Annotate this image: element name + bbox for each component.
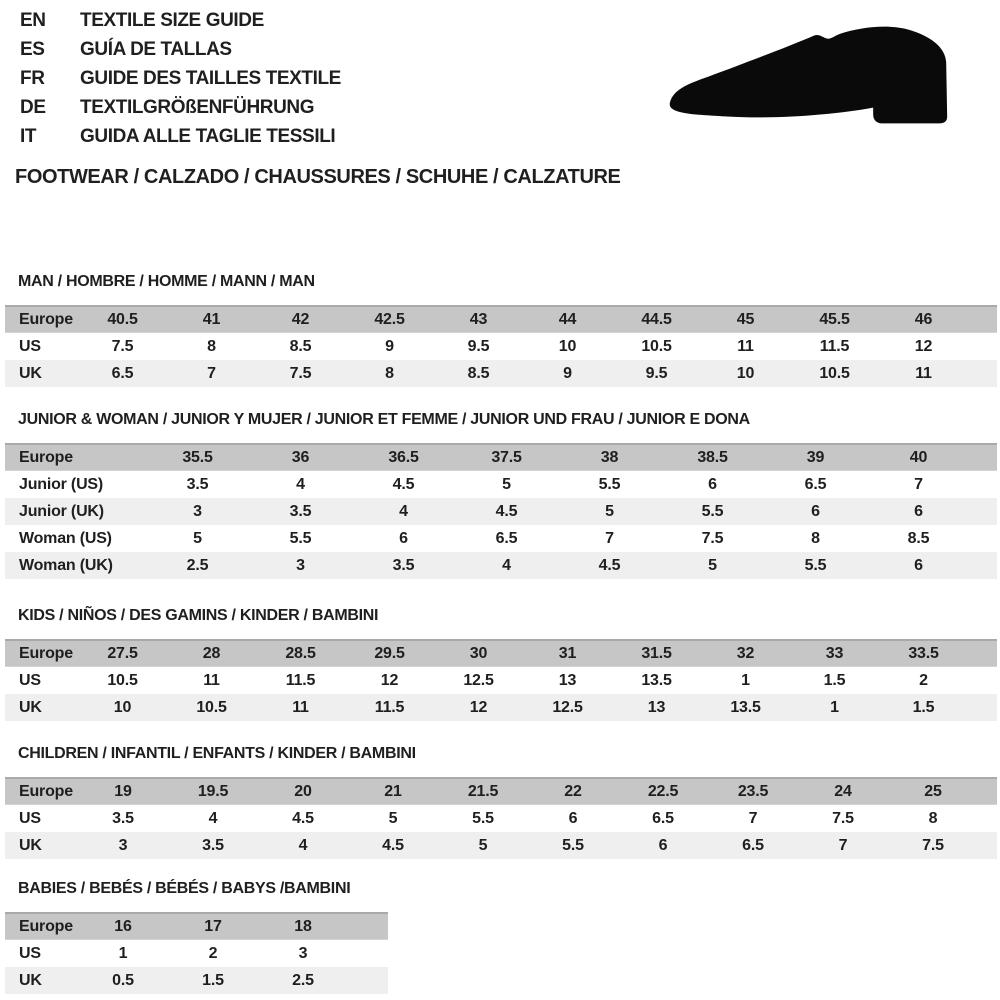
filler-cell — [978, 832, 997, 859]
size-value: 5 — [438, 832, 528, 859]
row-label: UK — [5, 967, 78, 994]
size-value: 35.5 — [146, 444, 249, 471]
size-value: 5 — [661, 552, 764, 579]
row-label: US — [19, 944, 41, 962]
size-value: 6.5 — [495, 529, 518, 547]
size-value: 8 — [811, 529, 820, 547]
language-code: ES — [20, 38, 45, 60]
size-value: 44 — [523, 306, 612, 333]
size-value: 2.5 — [258, 967, 348, 994]
size-value: 7.5 — [701, 529, 724, 547]
size-value: 40.5 — [78, 306, 167, 333]
table-row — [5, 471, 997, 499]
table-header-row — [5, 913, 388, 940]
row-label: Woman (US) — [19, 529, 112, 547]
size-value: 13 — [612, 694, 701, 721]
row-label: US — [19, 671, 41, 689]
row-label: US — [19, 337, 41, 355]
filler-cell — [348, 967, 388, 994]
size-value: 29.5 — [345, 640, 434, 667]
size-table-junior-woman — [5, 443, 997, 579]
size-value: 32 — [701, 640, 790, 667]
size-value: 19.5 — [168, 778, 258, 805]
row-label: UK — [5, 694, 78, 721]
filler-cell — [968, 360, 997, 387]
row-label: Europe — [5, 306, 78, 333]
size-value: 4.5 — [455, 498, 558, 525]
size-value: 44.5 — [612, 306, 701, 333]
size-value: 3.5 — [186, 475, 209, 493]
size-value: 28.5 — [256, 640, 345, 667]
size-value: 10.5 — [641, 337, 672, 355]
size-value: 3 — [146, 498, 249, 525]
size-value: 7.5 — [256, 360, 345, 387]
size-value: 10 — [78, 694, 167, 721]
language-row — [20, 122, 341, 151]
size-value: 3 — [249, 552, 352, 579]
size-value: 3.5 — [352, 552, 455, 579]
size-value: 8 — [207, 337, 216, 355]
size-value: 3.5 — [112, 809, 134, 827]
size-value: 11.5 — [819, 337, 850, 355]
language-code: EN — [20, 9, 46, 31]
section-title-junior-woman: JUNIOR & WOMAN / JUNIOR Y MUJER / JUNIOR ET FEMME / JUNIOR UND FRAU / JUNIOR E DONA — [18, 411, 750, 428]
size-value: 13 — [558, 671, 577, 689]
size-value: 2.5 — [146, 552, 249, 579]
category-heading: FOOTWEAR / CALZADO / CHAUSSURES / SCHUHE / CALZATURE — [15, 166, 621, 188]
size-value: 8.5 — [907, 529, 930, 547]
size-value: 21 — [348, 778, 438, 805]
table-header-row — [5, 444, 997, 471]
size-value: 13.5 — [641, 671, 672, 689]
table-row — [5, 333, 997, 361]
size-value: 9.5 — [467, 337, 490, 355]
row-label: US — [19, 809, 41, 827]
size-value: 5.5 — [661, 498, 764, 525]
language-title: GUIDA ALLE TAGLIE TESSILI — [80, 125, 336, 147]
size-value: 16 — [78, 913, 168, 940]
size-value: 5.5 — [472, 809, 494, 827]
row-label: Woman (UK) — [5, 552, 146, 579]
filler-cell — [968, 640, 997, 667]
language-row — [20, 64, 341, 93]
size-value: 5.5 — [289, 529, 312, 547]
size-value: 10.5 — [107, 671, 138, 689]
row-label: UK — [5, 360, 78, 387]
filler-cell — [970, 444, 997, 471]
size-value: 7 — [605, 529, 614, 547]
size-value: 6.5 — [708, 832, 798, 859]
size-value: 11 — [256, 694, 345, 721]
size-value: 8 — [928, 809, 938, 827]
size-value: 10 — [701, 360, 790, 387]
size-value: 33.5 — [879, 640, 968, 667]
size-value: 6.5 — [804, 475, 827, 493]
size-table-man — [5, 305, 997, 387]
size-value: 3 — [298, 944, 308, 962]
filler-cell — [968, 306, 997, 333]
table-row — [5, 967, 388, 994]
row-label: Junior (UK) — [5, 498, 146, 525]
section-man — [5, 272, 997, 387]
section-babies — [5, 879, 997, 994]
size-value: 8 — [345, 360, 434, 387]
size-value: 1.5 — [168, 967, 258, 994]
size-value: 22.5 — [618, 778, 708, 805]
size-value: 25 — [888, 778, 978, 805]
section-title-babies: BABIES / BEBÉS / BÉBÉS / BABYS /BAMBINI — [18, 880, 351, 897]
table-row — [5, 552, 997, 579]
size-value: 12 — [434, 694, 523, 721]
size-value: 4 — [455, 552, 558, 579]
size-value: 12 — [380, 671, 399, 689]
size-table-babies — [5, 912, 388, 994]
size-value: 4 — [208, 809, 218, 827]
size-value: 4.5 — [392, 475, 415, 493]
filler-cell — [978, 805, 997, 833]
filler-cell — [970, 525, 997, 552]
row-label: Europe — [5, 778, 78, 805]
size-value: 7.5 — [888, 832, 978, 859]
row-label: Junior (US) — [19, 475, 104, 493]
size-value: 9 — [385, 337, 394, 355]
size-value: 27.5 — [78, 640, 167, 667]
table-header-row — [5, 640, 997, 667]
row-label: Europe — [5, 913, 78, 940]
row-label: UK — [5, 832, 78, 859]
size-value: 2 — [208, 944, 218, 962]
table-row — [5, 667, 997, 695]
size-value: 5.5 — [598, 475, 621, 493]
size-value: 7.5 — [832, 809, 854, 827]
size-value: 28 — [167, 640, 256, 667]
section-title-man: MAN / HOMBRE / HOMME / MANN / MAN — [18, 273, 315, 290]
language-title: GUÍA DE TALLAS — [80, 38, 232, 60]
size-value: 6 — [618, 832, 708, 859]
size-value: 5.5 — [528, 832, 618, 859]
table-row — [5, 498, 997, 525]
size-table-children — [5, 777, 997, 859]
size-value: 10.5 — [790, 360, 879, 387]
size-value: 7 — [914, 475, 923, 493]
size-value: 11 — [203, 671, 220, 689]
size-value: 8.5 — [434, 360, 523, 387]
section-children — [5, 744, 997, 859]
size-value: 11.5 — [345, 694, 434, 721]
section-kids — [5, 606, 997, 721]
table-row — [5, 832, 997, 859]
section-junior-woman — [5, 410, 997, 579]
section-title-children: CHILDREN / INFANTIL / ENFANTS / KINDER / BAMBINI — [18, 745, 416, 762]
size-value: 6.5 — [78, 360, 167, 387]
filler-cell — [978, 778, 997, 805]
filler-cell — [970, 471, 997, 499]
size-value: 12 — [914, 337, 933, 355]
size-value: 33 — [790, 640, 879, 667]
size-value: 4 — [258, 832, 348, 859]
filler-cell — [348, 913, 388, 940]
filler-cell — [968, 694, 997, 721]
filler-cell — [970, 552, 997, 579]
table-row — [5, 805, 997, 833]
size-value: 43 — [434, 306, 523, 333]
size-value: 4 — [296, 475, 305, 493]
size-value: 2 — [919, 671, 928, 689]
size-value: 30 — [434, 640, 523, 667]
size-value: 6 — [399, 529, 408, 547]
size-value: 8.5 — [289, 337, 312, 355]
size-value: 46 — [879, 306, 968, 333]
size-value: 19 — [78, 778, 168, 805]
size-value: 1.5 — [823, 671, 846, 689]
size-value: 42 — [256, 306, 345, 333]
size-value: 1 — [790, 694, 879, 721]
size-value: 5 — [502, 475, 511, 493]
size-value: 39 — [764, 444, 867, 471]
size-value: 10 — [558, 337, 577, 355]
size-value: 4.5 — [292, 809, 314, 827]
language-row — [20, 93, 341, 122]
language-row — [20, 6, 341, 35]
size-value: 4.5 — [558, 552, 661, 579]
size-value: 12.5 — [463, 671, 494, 689]
size-value: 7 — [167, 360, 256, 387]
size-value: 24 — [798, 778, 888, 805]
size-value: 18 — [258, 913, 348, 940]
size-value: 4.5 — [348, 832, 438, 859]
size-value: 9 — [523, 360, 612, 387]
language-title: TEXTILE SIZE GUIDE — [80, 9, 264, 31]
filler-cell — [968, 667, 997, 695]
section-title-kids: KIDS / NIÑOS / DES GAMINS / KINDER / BAMBINI — [18, 607, 379, 624]
size-table-kids — [5, 639, 997, 721]
table-row — [5, 694, 997, 721]
size-value: 31.5 — [612, 640, 701, 667]
size-value: 7.5 — [111, 337, 134, 355]
size-value: 11.5 — [285, 671, 316, 689]
size-value: 6 — [867, 552, 970, 579]
size-value: 5 — [193, 529, 202, 547]
size-value: 5 — [558, 498, 661, 525]
size-value: 36.5 — [352, 444, 455, 471]
table-row — [5, 525, 997, 552]
table-header-row — [5, 306, 997, 333]
language-code: FR — [20, 67, 45, 89]
size-value: 1 — [741, 671, 750, 689]
size-value: 31 — [523, 640, 612, 667]
size-value: 17 — [168, 913, 258, 940]
size-value: 3 — [78, 832, 168, 859]
language-code: IT — [20, 125, 37, 147]
size-value: 6 — [568, 809, 578, 827]
size-value: 3.5 — [168, 832, 258, 859]
size-value: 5.5 — [764, 552, 867, 579]
size-value: 20 — [258, 778, 348, 805]
filler-cell — [348, 940, 388, 968]
table-row — [5, 940, 388, 968]
size-value: 10.5 — [167, 694, 256, 721]
language-code: DE — [20, 96, 46, 118]
size-value: 21.5 — [438, 778, 528, 805]
size-value: 40 — [867, 444, 970, 471]
row-label: Europe — [5, 444, 146, 471]
size-value: 38 — [558, 444, 661, 471]
language-row — [20, 35, 341, 64]
size-value: 7 — [798, 832, 888, 859]
size-value: 37.5 — [455, 444, 558, 471]
size-value: 6 — [764, 498, 867, 525]
language-title: TEXTILGRÖßENFÜHRUNG — [80, 96, 315, 118]
size-value: 23.5 — [708, 778, 798, 805]
size-value: 11 — [737, 337, 754, 355]
size-value: 5 — [388, 809, 398, 827]
filler-cell — [970, 498, 997, 525]
table-row — [5, 360, 997, 387]
size-value: 41 — [167, 306, 256, 333]
size-value: 42.5 — [345, 306, 434, 333]
size-value: 45 — [701, 306, 790, 333]
table-header-row — [5, 778, 997, 805]
size-value: 1.5 — [879, 694, 968, 721]
size-value: 6 — [867, 498, 970, 525]
size-value: 0.5 — [78, 967, 168, 994]
filler-cell — [968, 333, 997, 361]
row-label: Europe — [5, 640, 78, 667]
size-value: 45.5 — [790, 306, 879, 333]
size-value: 1 — [118, 944, 128, 962]
size-value: 7 — [748, 809, 758, 827]
size-value: 6 — [708, 475, 717, 493]
size-value: 13.5 — [701, 694, 790, 721]
size-value: 6.5 — [652, 809, 674, 827]
size-value: 3.5 — [249, 498, 352, 525]
language-list — [20, 6, 341, 151]
size-value: 9.5 — [612, 360, 701, 387]
size-value: 11 — [879, 360, 968, 387]
size-value: 38.5 — [661, 444, 764, 471]
language-title: GUIDE DES TAILLES TEXTILE — [80, 67, 341, 89]
size-value: 12.5 — [523, 694, 612, 721]
size-value: 4 — [352, 498, 455, 525]
size-value: 36 — [249, 444, 352, 471]
shoe-icon — [663, 23, 959, 133]
size-value: 22 — [528, 778, 618, 805]
